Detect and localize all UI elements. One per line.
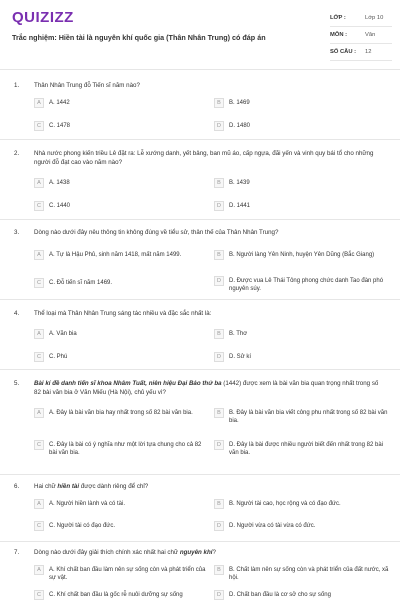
- option-c[interactable]: [34, 352, 209, 366]
- option-letter: C: [34, 201, 44, 211]
- question-text-bold: nguyên khí: [179, 549, 213, 556]
- question-text: Thân Nhân Trung đỗ Tiến sĩ năm nào?: [34, 82, 140, 89]
- option-text: A. 1442: [49, 100, 70, 106]
- option-letter: B: [214, 250, 224, 260]
- option-text: D. Sử kí: [229, 354, 252, 360]
- option-text: B. 1439: [229, 180, 250, 186]
- quiz-title: Trắc nghiệm: Hiền tài là nguyên khí quốc gia (Thân Nhân Trung) có đáp án: [12, 33, 266, 42]
- option-text: B. 1469: [229, 100, 250, 106]
- option-letter: B: [214, 565, 224, 575]
- question-number: 7.: [14, 549, 20, 556]
- option-d[interactable]: [214, 352, 389, 366]
- question-6: [0, 475, 400, 542]
- option-letter: B: [214, 329, 224, 339]
- option-letter: A: [34, 98, 44, 108]
- option-letter: C: [34, 278, 44, 288]
- option-letter: D: [214, 276, 224, 286]
- question-7: [0, 542, 400, 600]
- option-text: C. Đỗ tiến sĩ năm 1469.: [49, 280, 113, 286]
- option-letter: B: [214, 98, 224, 108]
- question-number: 4.: [14, 310, 20, 317]
- option-letter: C: [34, 121, 44, 131]
- option-text: A. Người hiền lành và có tài.: [49, 501, 125, 507]
- option-text: A. Khí chất ban đầu làm nên sự sống còn và phát triển của sự vật.: [49, 567, 206, 581]
- option-text: D. Chất ban đầu là cơ sở cho sự sống: [229, 592, 331, 598]
- option-b[interactable]: [214, 329, 389, 343]
- option-letter: A: [34, 178, 44, 188]
- page-header: [0, 0, 400, 70]
- option-b[interactable]: [214, 499, 389, 513]
- option-text: B. Thơ: [229, 331, 248, 337]
- option-b[interactable]: [214, 408, 389, 422]
- option-text: C. Khí chất ban đầu là gốc rễ nuôi dưỡng sự sống: [49, 592, 183, 598]
- option-b[interactable]: [214, 178, 389, 192]
- question-text: [34, 482, 386, 491]
- question-number: 2.: [14, 150, 20, 157]
- question-text-pre: Dòng nào dưới đây giải thích chính xác nhất hai chữ: [34, 549, 180, 556]
- question-text-rest: (1442) được xem là bài văn bia quan trọng nhất trong số 82 bài văn bia ở Văn Miếu (Hà Nội), chủ yếu vì?: [34, 380, 379, 396]
- option-text: A. Đây là bài văn bia hay nhất trong số 82 bài văn bia.: [49, 410, 193, 416]
- option-text: A. 1438: [49, 180, 70, 186]
- option-a[interactable]: [34, 250, 209, 264]
- option-letter: B: [214, 178, 224, 188]
- option-c[interactable]: [34, 121, 209, 135]
- option-text: C. 1440: [49, 203, 71, 209]
- option-letter: B: [214, 499, 224, 509]
- option-d[interactable]: [214, 521, 389, 535]
- question-number: 6.: [14, 483, 20, 490]
- option-text: A. Tự là Hậu Phủ, sinh năm 1418, mất năm 1499.: [49, 252, 182, 258]
- quiz-meta: [330, 10, 392, 61]
- option-a[interactable]: [34, 565, 209, 579]
- question-4: [0, 300, 400, 370]
- option-letter: B: [214, 408, 224, 418]
- option-a[interactable]: [34, 329, 209, 343]
- question-number: 3.: [14, 229, 20, 236]
- option-letter: C: [34, 521, 44, 531]
- question-text: Dòng nào dưới đây nêu thông tin không đúng về tiểu sử, thân thế của Thân Nhân Trung?: [34, 229, 279, 236]
- option-d[interactable]: [214, 590, 389, 600]
- option-a[interactable]: [34, 408, 209, 422]
- option-d[interactable]: [214, 201, 389, 215]
- question-text: [34, 548, 386, 557]
- option-d[interactable]: [214, 440, 389, 454]
- question-text-bold: Bài kí đề danh tiến sĩ khoa Nhâm Tuất, niên hiệu Đại Bảo thứ ba: [34, 380, 222, 387]
- meta-value: Văn: [365, 32, 376, 38]
- question-1: [0, 70, 400, 140]
- option-letter: D: [214, 201, 224, 211]
- option-letter: D: [214, 440, 224, 450]
- option-c[interactable]: [34, 201, 209, 215]
- question-text-rest: được dành riêng để chỉ?: [79, 483, 149, 490]
- option-text: C. Phú: [49, 354, 68, 360]
- meta-value: 12: [365, 49, 372, 55]
- option-text: B. Chất làm nên sự sống còn và phát triển của đất nước, xã hội.: [229, 567, 389, 581]
- option-d[interactable]: [214, 121, 389, 135]
- question-2: [0, 140, 400, 220]
- option-text: C. Người tài có đạo đức.: [49, 523, 115, 529]
- option-b[interactable]: [214, 250, 389, 264]
- option-letter: D: [214, 352, 224, 362]
- question-text: Nhà nước phong kiến triều Lê đặt ra: Lễ xướng danh, yết bảng, ban mũ áo, cấp ngựa, đãi yến và vinh quy bái tổ cho những người đỗ đạt cao vào năm nào?: [34, 150, 374, 166]
- option-text: D. Được vua Lê Thái Tông phong chức danh Tao đàn phó nguyên súy.: [229, 278, 384, 292]
- question-text: [34, 379, 386, 397]
- option-text: C. 1478: [49, 123, 71, 129]
- option-letter: C: [34, 352, 44, 362]
- option-letter: D: [214, 590, 224, 600]
- option-a[interactable]: [34, 499, 209, 513]
- meta-row-class: [330, 10, 392, 27]
- option-letter: A: [34, 408, 44, 418]
- option-a[interactable]: [34, 98, 209, 112]
- option-letter: A: [34, 565, 44, 575]
- meta-row-count: [330, 44, 392, 61]
- option-letter: A: [34, 250, 44, 260]
- option-text: D. Đây là bài được nhiều người biết đến nhất trong 82 bài văn bia.: [229, 442, 383, 456]
- question-5: [0, 370, 400, 475]
- option-text: D. 1480: [229, 123, 251, 129]
- question-number: 1.: [14, 82, 20, 89]
- option-letter: A: [34, 499, 44, 509]
- question-3: [0, 220, 400, 300]
- option-letter: A: [34, 329, 44, 339]
- question-number: 5.: [14, 380, 20, 387]
- meta-label: MÔN :: [330, 32, 348, 38]
- question-text: Thể loại mà Thân Nhân Trung sáng tác nhiều và đặc sắc nhất là:: [34, 310, 212, 317]
- option-c[interactable]: [34, 440, 209, 454]
- option-c[interactable]: [34, 590, 209, 600]
- option-c[interactable]: [34, 521, 209, 535]
- meta-row-subject: [330, 27, 392, 44]
- option-text: A. Văn bia: [49, 331, 77, 337]
- meta-label: LỚP :: [330, 15, 346, 21]
- option-letter: D: [214, 521, 224, 531]
- option-text: B. Người làng Yên Ninh, huyện Yên Dũng (Bắc Giang): [229, 252, 375, 258]
- option-letter: D: [214, 121, 224, 131]
- option-letter: C: [34, 440, 44, 450]
- question-text-bold: hiền tài: [57, 483, 80, 490]
- option-a[interactable]: [34, 178, 209, 192]
- option-c[interactable]: [34, 278, 209, 292]
- option-b[interactable]: [214, 98, 389, 112]
- quizizz-logo[interactable]: QUIZIZZ: [12, 9, 74, 26]
- meta-value: Lớp 10: [365, 15, 384, 21]
- option-text: D. 1441: [229, 203, 251, 209]
- option-letter: C: [34, 590, 44, 600]
- option-text: C. Đây là bài có ý nghĩa như một lời tựa chung cho cả 82 bài văn bia.: [49, 442, 202, 456]
- option-text: D. Người vừa có tài vừa có đức.: [229, 523, 316, 529]
- option-text: B. Đây là bài văn bia viết công phu nhất trong số 82 bài văn bia.: [229, 410, 388, 424]
- option-d[interactable]: [214, 276, 389, 290]
- option-text: B. Người tài cao, học rộng và có đạo đức.: [229, 501, 341, 507]
- meta-label: SỐ CÂU :: [330, 49, 357, 55]
- question-text-rest: ?: [212, 549, 216, 556]
- question-text-pre: Hai chữ: [34, 483, 58, 490]
- option-b[interactable]: [214, 565, 389, 579]
